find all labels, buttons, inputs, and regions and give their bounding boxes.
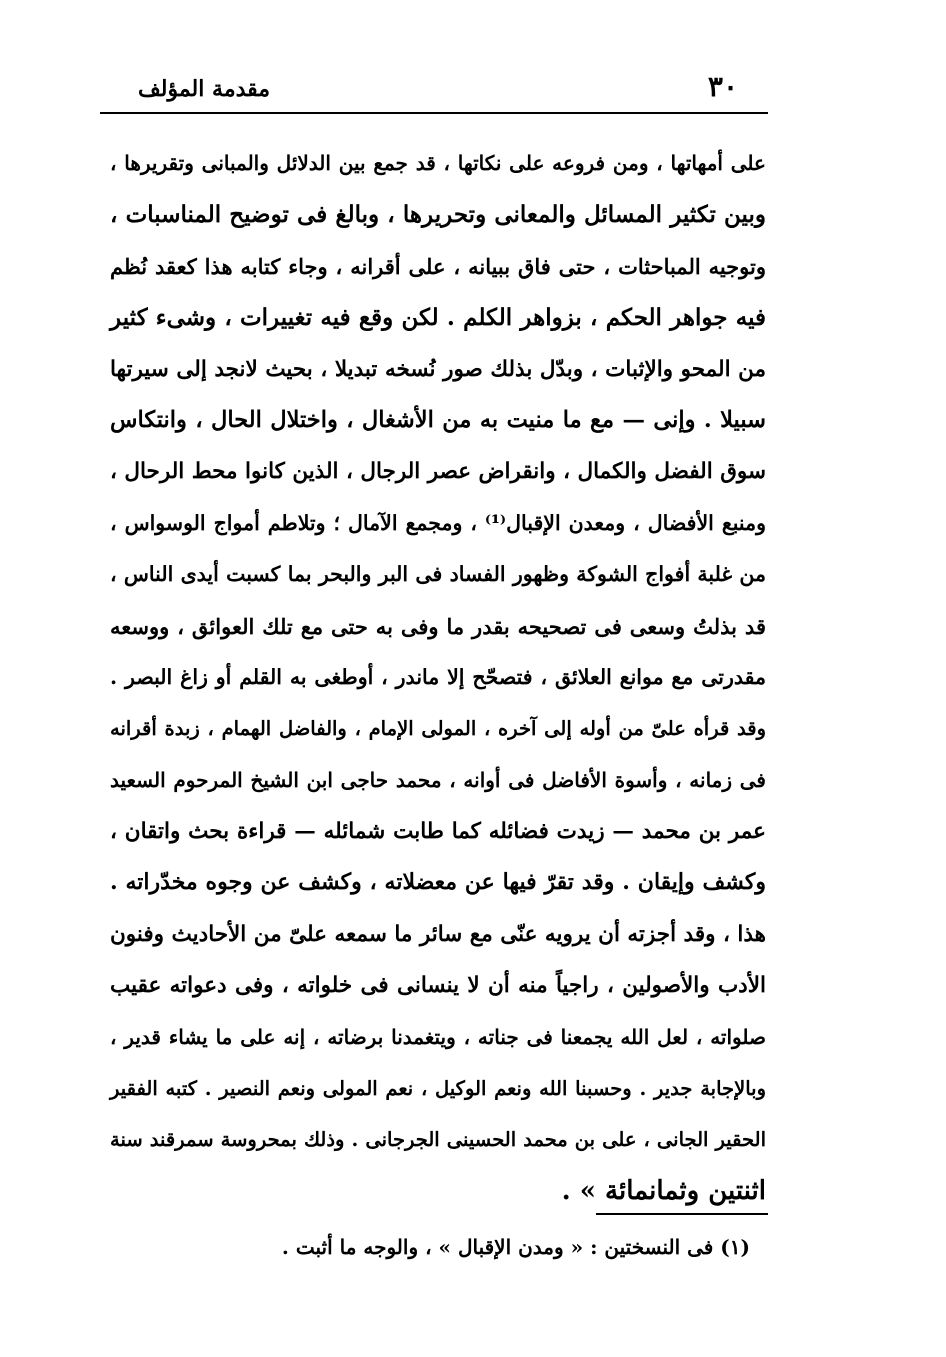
text-line: قد بذلتُ وسعى فى تصحيحه بقدر ما وفى به حتى مع تلك العوائق ، ووسعه <box>110 613 766 639</box>
footnote-rule <box>596 1213 768 1215</box>
text-line: وتوجيه المباحثات ، حتى فاق ببيانه ، على أقرانه ، وجاء كتابه هذا كعقد نُظم <box>110 253 766 279</box>
page-header <box>108 70 768 110</box>
text-line: عمر بن محمد — زيدت فضائله كما طابت شمائله — قراءة بحث واتقان ، <box>110 819 766 845</box>
footnote: (١) فى النسختين : « ومدن الإقبال » ، والوجه ما أثبت . <box>281 1235 750 1259</box>
text-line: ومنبع الأفضال ، ومعدن الإقبال⁽¹⁾ ، ومجمع الآمال ؛ وتلاطم أمواج الوسواس ، <box>110 510 766 535</box>
text-line: وقد قرأه علىّ من أوله إلى آخره ، المولى الإمام ، والفاضل الهمام ، زبدة أقرانه <box>110 717 766 741</box>
text-line: من غلبة أفواج الشوكة وظهور الفساد فى البر والبحر بما كسبت أيدى الناس ، <box>110 562 766 587</box>
text-line: من المحو والإثبات ، وبدّل بذلك صور نُسخه تبديلا ، بحيث لانجد إلى سيرتها <box>110 356 766 382</box>
text-line: فيه جواهر الحكم ، بزواهر الكلم . لكن وقع فيه تغييرات ، وشىء كثير <box>110 304 766 332</box>
text-line: وكشف وإيقان . وقد تقرّ فيها عن معضلاته ، وكشف عن وجوه مخدّراته . <box>110 869 766 896</box>
text-line: فى زمانه ، وأسوة الأفاضل فى أوانه ، محمد حاجى ابن الشيخ المرحوم السعيد <box>110 767 766 792</box>
text-line: وبالإجابة جدير . وحسبنا الله ونعم الوكيل ، نعم المولى ونعم النصير . كتبه الفقير <box>110 1077 766 1101</box>
running-title: مقدمة المؤلف <box>138 76 271 102</box>
text-line: الأدب والأصولين ، راجياً منه أن لا ينسانى فى خلواته ، وفى دعواته عقيب <box>110 973 766 999</box>
text-line: على أمهاتها ، ومن فروعه على نكاتها ، قد جمع بين الدلائل والمبانى وتقريرها ، <box>110 151 766 175</box>
text-line: صلواته ، لعل الله يجمعنا فى جناته ، ويتغمدنا برضاته ، إنه على ما يشاء قدير ، <box>110 1024 766 1049</box>
text-line: الحقير الجانى ، على بن محمد الحسينى الجرجانى . وذلك بمحروسة سمرقند سنة <box>110 1128 766 1152</box>
text-line: سوق الفضل والكمال ، وانقراض عصر الرجال ، الذين كانوا محط الرحال ، <box>109 459 766 485</box>
body-text <box>110 138 766 1217</box>
text-line: مقدرتى مع موانع العلائق ، فتصحّح إلا ماندر ، أوطغى به القلم أو زاغ البصر . <box>110 664 766 689</box>
text-line: اثنتين وثمانمائة » . <box>561 1175 766 1206</box>
text-line: وبين تكثير المسائل والمعانى وتحريرها ، وبالغ فى توضيح المناسبات ، <box>110 201 766 229</box>
text-line: هذا ، وقد أجزته أن يرويه عنّى مع سائر ما سمعه علىّ من الأحاديث وفنون <box>110 921 766 947</box>
text-line: سبيلا . وإنى — مع ما منيت به من الأشغال ، واختلال الحال ، وانتكاس <box>110 406 766 433</box>
header-rule <box>100 112 768 114</box>
page-number: ٣٠ <box>707 70 738 103</box>
